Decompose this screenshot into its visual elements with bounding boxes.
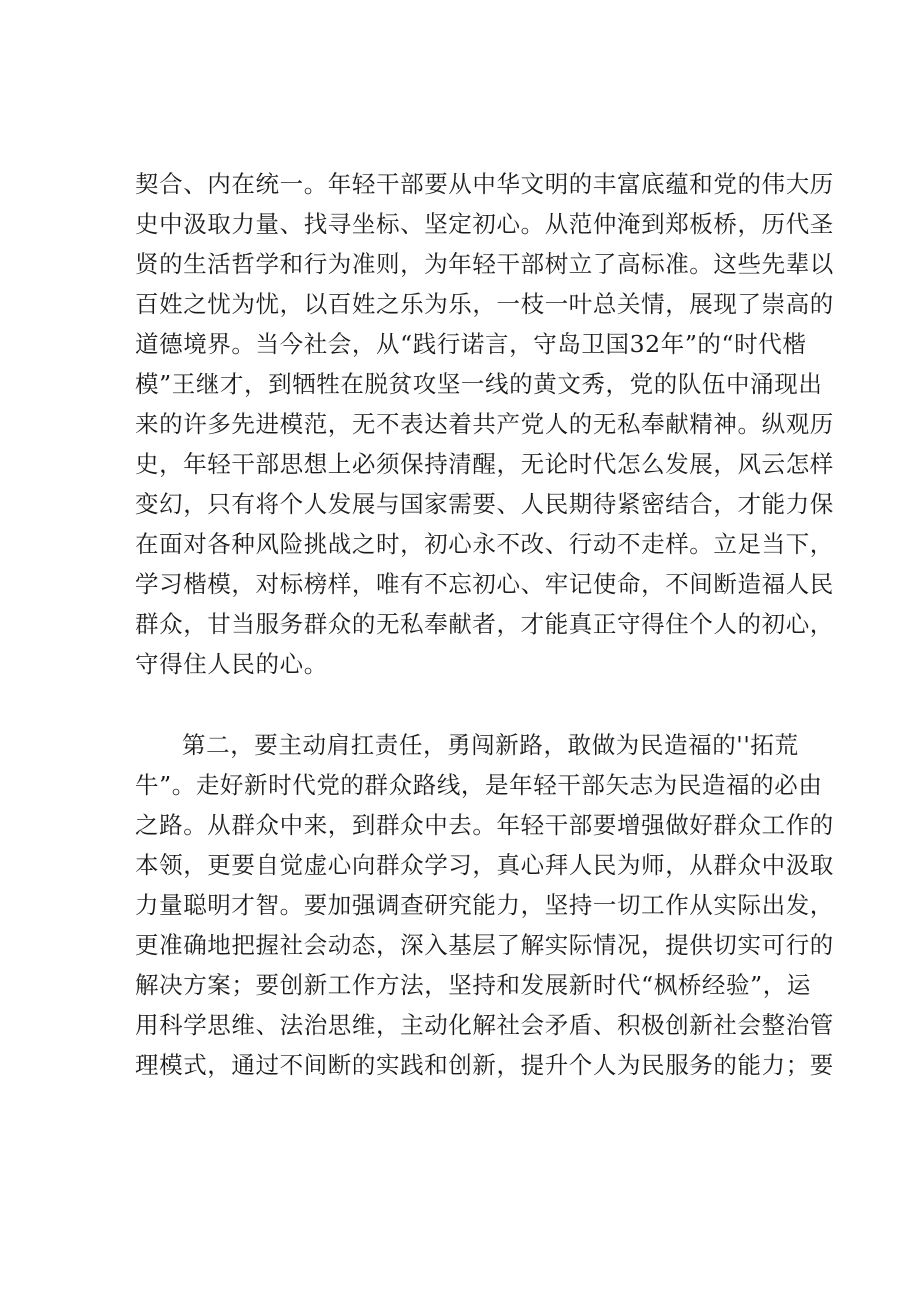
paragraph-2: [135, 725, 834, 1085]
text-line: 百姓之忧为忧，以百姓之乐为乐，一枝一叶总关情，展现了崇高的: [135, 290, 834, 318]
text-line: 本领，更要自觉虚心向群众学习，真心拜人民为师，从群众中汲取: [135, 851, 834, 879]
text-line: 贤的生活哲学和行为准则，为年轻干部树立了高标准。这些先辈以: [135, 250, 834, 278]
text-line: 力量聪明才智。要加强调查研究能力，坚持一切工作从实际出发，: [135, 891, 834, 919]
text-line: 更准确地把握社会动态，深入基层了解实际情况，提供切实可行的: [135, 931, 834, 959]
text-line: 在面对各种风险挑战之时，初心永不改、行动不走样。立足当下，: [135, 530, 834, 558]
text-line: 之路。从群众中来，到群众中去。年轻干部要增强做好群众工作的: [135, 811, 834, 839]
text-line: 群众，甘当服务群众的无私奉献者，才能真正守得住个人的初心，: [135, 610, 834, 638]
text-line: 第二，要主动肩扛责任，勇闯新路，敢做为民造福的''拓荒: [182, 731, 799, 759]
text-line: 解决方案；要创新工作方法，坚持和发展新时代“枫桥经验”，运: [135, 971, 811, 999]
text-line: 道德境界。当今社会，从“践行诺言，守岛卫国32年”的“时代楷: [135, 330, 807, 358]
text-line: 史中汲取力量、找寻坐标、坚定初心。从范仲淹到郑板桥，历代圣: [135, 210, 834, 238]
text-line: 学习楷模，对标榜样，唯有不忘初心、牢记使命，不间断造福人民: [135, 570, 834, 598]
text-line: 模”王继才，到牺牲在脱贫攻坚一线的黄文秀，党的队伍中涌现出: [135, 370, 823, 398]
text-line: 守得住人民的心。: [135, 650, 328, 678]
text-line: 史，年轻干部思想上必须保持清醒，无论时代怎么发展，风云怎样: [135, 450, 834, 478]
text-line: 用科学思维、法治思维，主动化解社会矛盾、积极创新社会整治管: [135, 1011, 834, 1039]
text-line: 契合、内在统一。年轻干部要从中华文明的丰富底蕴和党的伟大历: [135, 170, 834, 198]
text-line: 来的许多先进模范，无不表达着共产党人的无私奉献精神。纵观历: [135, 410, 834, 438]
paragraph-1: [135, 164, 834, 684]
text-line: 变幻，只有将个人发展与国家需要、人民期待紧密结合，才能力保: [135, 490, 834, 518]
text-line: 理模式，通过不间断的实践和创新，提升个人为民服务的能力；要: [135, 1051, 834, 1079]
text-line: 牛”。走好新时代党的群众路线，是年轻干部矢志为民造福的必由: [135, 771, 823, 799]
